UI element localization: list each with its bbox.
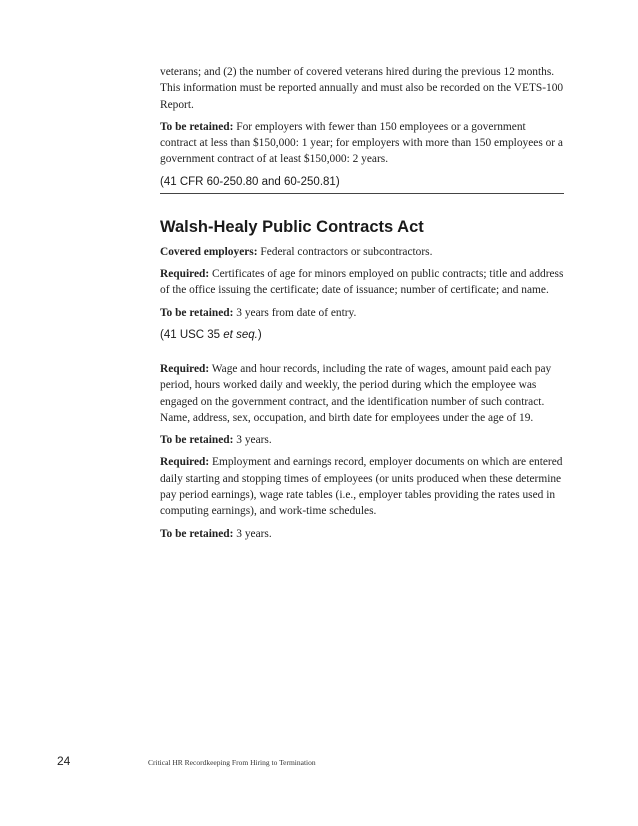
vets-citation: (41 CFR 60-250.80 and 60-250.81) <box>160 174 564 194</box>
usc-citation <box>160 327 564 343</box>
earnings-records-retention-paragraph <box>160 526 564 542</box>
vets-retention-paragraph <box>160 119 564 168</box>
required-wage-records-paragraph <box>160 361 564 426</box>
page-content <box>160 64 564 548</box>
required-earnings-records-paragraph <box>160 454 564 519</box>
retained-text: For employers with fewer than 150 employees or a government contract at less than $150,000: 1 year; for employers with more than 150 employees or a government contract of at least $150,000: 2 years. <box>160 120 563 166</box>
section-title-walsh-healy: Walsh-Healy Public Contracts Act <box>160 217 424 236</box>
retained-text: 3 years from date of entry. <box>233 306 357 319</box>
wage-records-retention-paragraph <box>160 432 564 448</box>
retained-label: To be retained: <box>160 434 234 447</box>
retained-label: To be retained: <box>160 527 234 540</box>
retained-label: To be retained: <box>160 306 234 319</box>
citation-prefix: (41 USC 35 <box>160 328 224 341</box>
certificates-retention-paragraph <box>160 305 564 321</box>
spacer <box>160 351 564 361</box>
covered-employers-paragraph <box>160 244 564 260</box>
covered-label: Covered employers: <box>160 245 258 258</box>
citation-italic: et seq. <box>223 328 258 341</box>
covered-text: Federal contractors or subcontractors. <box>257 245 433 258</box>
required-text: Certificates of age for minors employed on public contracts; title and address of the office issuing the certificate; date of issuance; number of certificate; and name. <box>160 268 564 297</box>
citation-suffix: ) <box>257 328 262 341</box>
required-label: Required: <box>160 268 210 281</box>
required-text: Wage and hour records, including the rate of wages, amount paid each pay period, hours worked daily and weekly, the period during which the employee was engaged on the government contract, and the identification number of such contract. Name, address, sex, occupation, and birth date for employees under the age of 19. <box>160 362 552 424</box>
required-label: Required: <box>160 362 210 375</box>
retained-text: 3 years. <box>233 527 272 540</box>
footer-book-title: Critical HR Recordkeeping From Hiring to Termination <box>148 758 316 767</box>
page-number: 24 <box>57 754 71 768</box>
required-label: Required: <box>160 456 210 469</box>
retained-label: To be retained: <box>160 120 234 133</box>
veterans-paragraph: veterans; and (2) the number of covered veterans hired during the previous 12 months. This information must be reported annually and must also be recorded on the VETS-100 Report. <box>160 66 564 111</box>
required-certificates-paragraph <box>160 266 564 299</box>
retained-text: 3 years. <box>233 434 272 447</box>
required-text: Employment and earnings record, employer documents on which are entered daily starting and stopping times of employees (or units produced when these determine pay period earnings), wage rate tables (i.e., employer tables providing the rates used in computing earnings), and work-time schedules. <box>160 456 563 518</box>
